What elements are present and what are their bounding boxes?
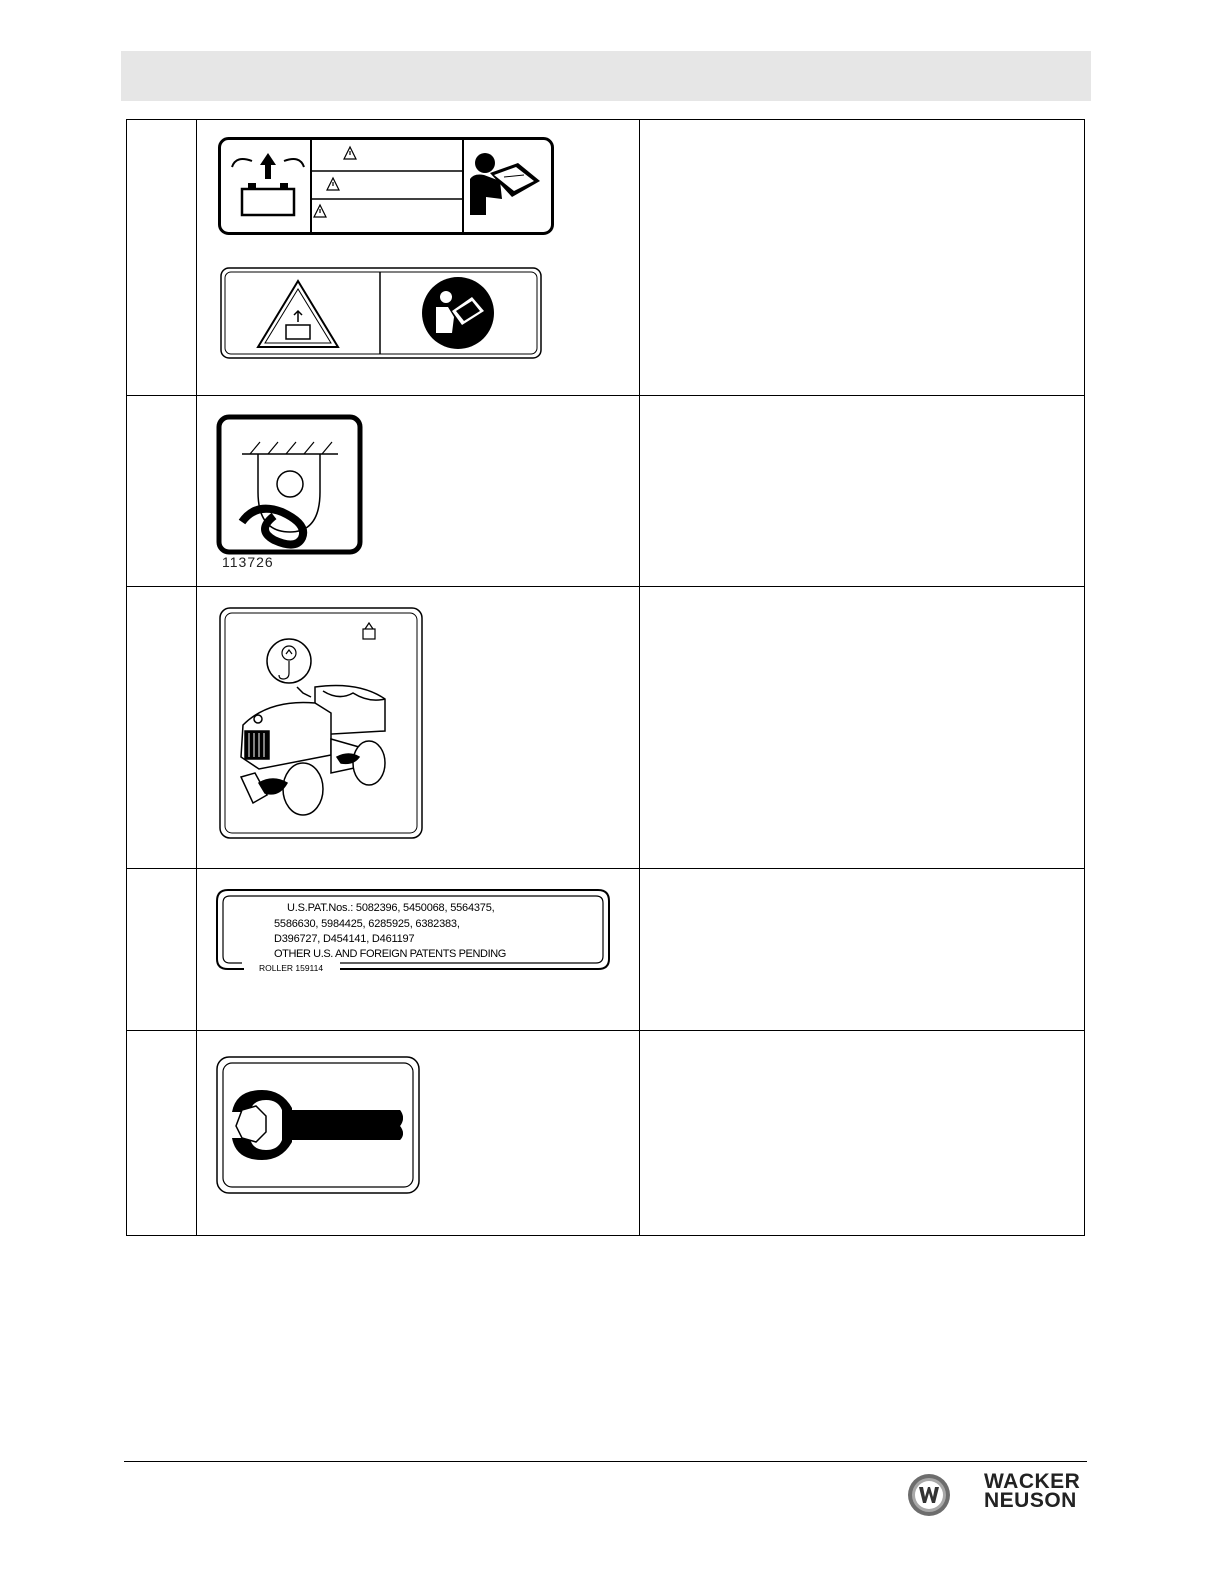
wacker-w-icon [906, 1472, 952, 1518]
table-row [127, 1031, 1085, 1236]
patent-line: OTHER U.S. AND FOREIGN PATENTS PENDING [274, 948, 506, 960]
lifting-point-decal [219, 607, 423, 839]
battery-decal-2-svg [220, 267, 542, 359]
decal-cell [197, 120, 640, 396]
decal-cell [197, 396, 640, 587]
description-cell [640, 1031, 1085, 1236]
lifting-decal-svg [219, 607, 423, 839]
battery-decal-1-svg [218, 137, 554, 235]
read-manual-icon [422, 277, 494, 349]
tie-down-decal [216, 414, 364, 556]
description-cell [640, 869, 1085, 1031]
ref-cell [127, 869, 197, 1031]
patent-code: ROLLER 159114 [259, 963, 324, 973]
wrench-decal [216, 1056, 420, 1194]
brand-logo [906, 1470, 1090, 1520]
decal-cell [197, 869, 640, 1031]
ref-cell [127, 396, 197, 587]
table-row [127, 120, 1085, 396]
table-row [127, 869, 1085, 1031]
ref-cell [127, 1031, 197, 1236]
patent-line: 5586630, 5984425, 6285925, 6382383, [274, 918, 460, 930]
battery-decal-2 [220, 267, 542, 359]
decal-table [126, 119, 1085, 1236]
patent-line: U.S.PAT.Nos.: 5082396, 5450068, 5564375, [287, 902, 495, 914]
description-cell [640, 120, 1085, 396]
ref-cell [127, 587, 197, 869]
description-cell [640, 587, 1085, 869]
patent-decal [216, 889, 610, 971]
wrench-icon [216, 1056, 420, 1194]
decal-cell [197, 587, 640, 869]
brand-line-1: WACKER [984, 1470, 1081, 1493]
battery-decal-1 [218, 137, 554, 235]
page-header-bar [121, 51, 1091, 101]
decal-code: 113726 [222, 554, 274, 570]
tie-down-icon [216, 414, 364, 556]
brand-line-2: NEUSON [984, 1489, 1077, 1512]
description-cell [640, 396, 1085, 587]
table-row [127, 396, 1085, 587]
ref-cell [127, 120, 197, 396]
decal-cell [197, 1031, 640, 1236]
footer-divider [124, 1461, 1087, 1462]
patent-line: D396727, D454141, D461197 [274, 933, 415, 945]
brand-name [984, 1472, 1080, 1510]
table-row [127, 587, 1085, 869]
